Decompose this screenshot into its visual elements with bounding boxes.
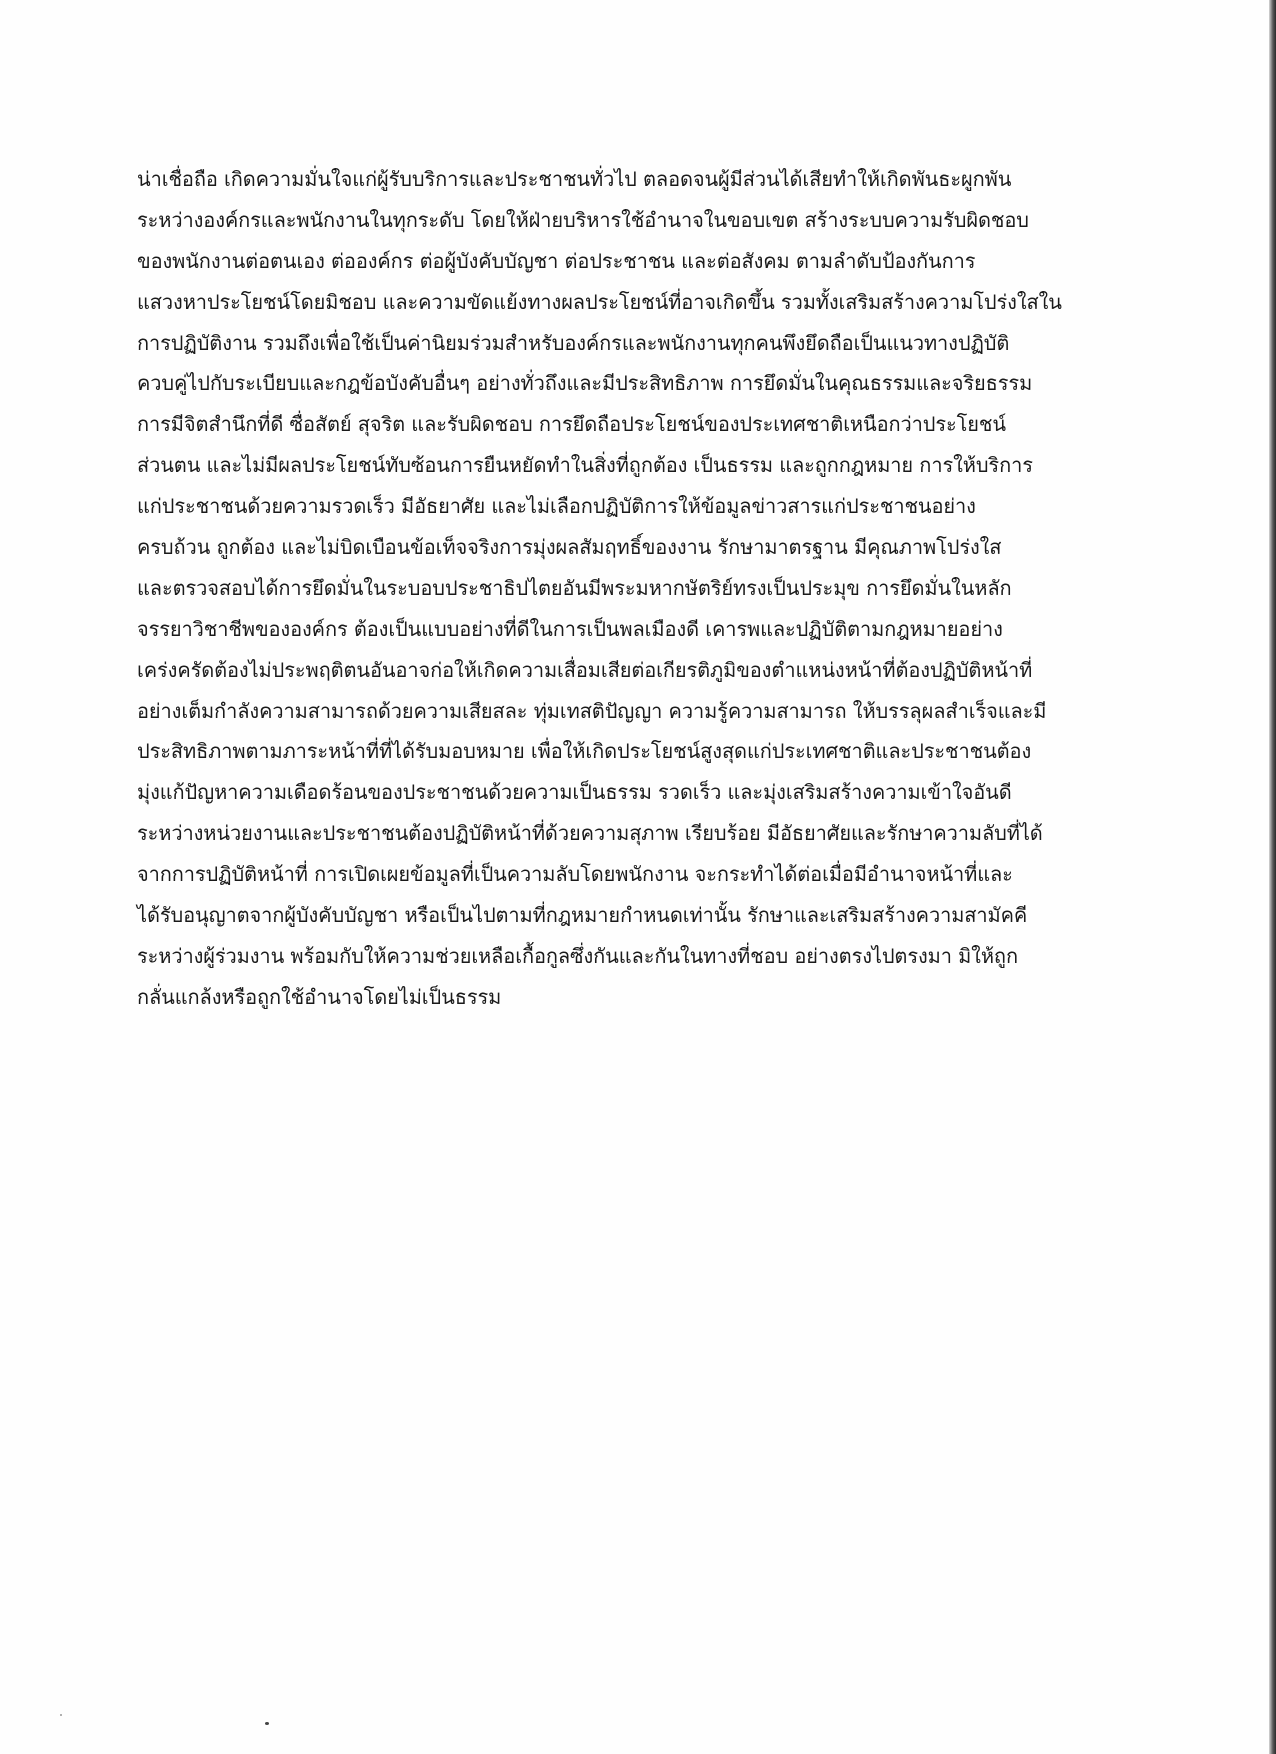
paragraph-line: กลั่นแกล้งหรือถูกใช้อำนาจโดยไม่เป็นธรรม	[137, 984, 502, 1009]
paragraph-line: ประสิทธิภาพตามภาระหน้าที่ที่ได้รับมอบหมาย เพื่อให้เกิดประโยชน์สูงสุดแก่ประเทศชาติและประชาชนต้อง	[137, 739, 1032, 764]
paragraph-line: ส่วนตน และไม่มีผลประโยชน์ทับซ้อนการยืนหยัดทำในสิ่งที่ถูกต้อง เป็นธรรม และถูกกฎหมาย การให้บริการ	[137, 453, 1033, 478]
paragraph-line: ควบคู่ไปกับระเบียบและกฎข้อบังคับอื่นๆ อย่างทั่วถึงและมีประสิทธิภาพ การยึดมั่นในคุณธรรมและจริยธรรม	[137, 371, 1033, 396]
paragraph-line: อย่างเต็มกำลังความสามารถด้วยความเสียสละ ทุ่มเทสติปัญญา ความรู้ความสามารถ ให้บรรลุผลสำเร็จและมี	[137, 698, 1047, 723]
paragraph-line: จรรยาวิชาชีพขององค์กร ต้องเป็นแบบอย่างที่ดีในการเป็นพลเมืองดี เคารพและปฏิบัติตามกฎหมายอย่าง	[137, 616, 1003, 641]
paragraph-line: เคร่งครัดต้องไม่ประพฤติตนอันอาจก่อให้เกิดความเสื่อมเสียต่อเกียรติภูมิของตำแหน่งหน้าที่ต้องปฏิบัติหน้าที่	[137, 657, 1033, 682]
paragraph-line: และตรวจสอบได้การยึดมั่นในระบอบประชาธิปไตยอันมีพระมหากษัตริย์ทรงเป็นประมุข การยึดมั่นในหลัก	[137, 575, 1012, 600]
paragraph-line: น่าเชื่อถือ เกิดความมั่นใจแก่ผู้รับบริการและประชาชนทั่วไป ตลอดจนผู้มีส่วนได้เสียทำให้เกิดพันธะผูกพัน	[137, 167, 1012, 191]
scan-edge-shadow	[1269, 0, 1276, 1754]
scan-speck	[265, 1722, 269, 1725]
paragraph-line: ระหว่างองค์กรและพนักงานในทุกระดับ โดยให้ฝ่ายบริหารใช้อำนาจในขอบเขต สร้างระบบความรับผิดชอบ	[137, 207, 1029, 232]
paragraph-line: ระหว่างหน่วยงานและประชาชนต้องปฏิบัติหน้าที่ด้วยความสุภาพ เรียบร้อย มีอัธยาศัยและรักษาความลับที่ได้	[137, 821, 1043, 846]
paragraph-line: ครบถ้วน ถูกต้อง และไม่บิดเบือนข้อเท็จจริงการมุ่งผลสัมฤทธิ์ของงาน รักษามาตรฐาน มีคุณภาพโปร่งใส	[137, 535, 1002, 560]
paragraph-line: การมีจิตสำนึกที่ดี ซื่อสัตย์ สุจริต และรับผิดชอบ การยึดถือประโยชน์ของประเทศชาติเหนือกว่าประโยชน์	[137, 412, 1006, 437]
paragraph-line: ของพนักงานต่อตนเอง ต่อองค์กร ต่อผู้บังคับบัญชา ต่อประชาชน และต่อสังคม ตามลำดับป้องกันการ	[137, 248, 976, 273]
paragraph-line: ระหว่างผู้ร่วมงาน พร้อมกับให้ความช่วยเหลือเกื้อกูลซึ่งกันและกันในทางที่ชอบ อย่างตรงไปตรงมา มิให้ถูก	[137, 943, 1018, 968]
paragraph-line: มุ่งแก้ปัญหาความเดือดร้อนของประชาชนด้วยความเป็นธรรม รวดเร็ว และมุ่งเสริมสร้างความเข้าใจอันดี	[137, 780, 1012, 805]
paragraph-line: ได้รับอนุญาตจากผู้บังคับบัญชา หรือเป็นไปตามที่กฎหมายกำหนดเท่านั้น รักษาและเสริมสร้างความสามัคคี	[137, 903, 1028, 928]
scan-speck	[60, 1714, 62, 1716]
body-paragraph	[137, 159, 1097, 1018]
paragraph-line: แก่ประชาชนด้วยความรวดเร็ว มีอัธยาศัย และไม่เลือกปฏิบัติการให้ข้อมูลข่าวสารแก่ประชาชนอย่าง	[137, 494, 976, 519]
paragraph-line: การปฏิบัติงาน รวมถึงเพื่อใช้เป็นค่านิยมร่วมสำหรับองค์กรและพนักงานทุกคนพึงยึดถือเป็นแนวทางปฏิบัติ	[137, 330, 1010, 355]
paragraph-line: จากการปฏิบัติหน้าที่ การเปิดเผยข้อมูลที่เป็นความลับโดยพนักงาน จะกระทำได้ต่อเมื่อมีอำนาจหน้าที่และ	[137, 862, 1013, 887]
paragraph-line: แสวงหาประโยชน์โดยมิชอบ และความขัดแย้งทางผลประโยชน์ที่อาจเกิดขึ้น รวมทั้งเสริมสร้างความโปร่งใสใน	[137, 289, 1062, 314]
